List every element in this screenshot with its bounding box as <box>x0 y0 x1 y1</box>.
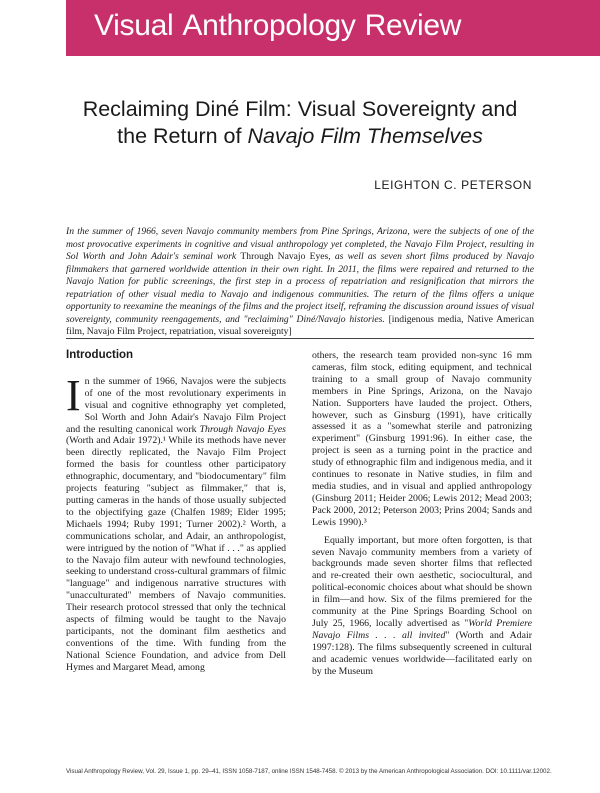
journal-title-word: Review <box>364 9 462 42</box>
body-column-left <box>66 350 286 674</box>
article-title-text: Reclaiming Diné Film: Visual Sovereignty and the Return of <box>82 97 518 148</box>
journal-title <box>94 8 470 44</box>
paragraph-text: n the summer of 1966, Navajos were the subjects of one of the most revolutionary experiments in visual and cognitive ethnography yet completed, Sol Worth and John Adair's Navajo Film Project and the resulting canonical work <box>66 375 286 435</box>
drop-cap: I <box>66 370 81 420</box>
journal-banner <box>66 0 600 56</box>
section-heading: Introduction <box>66 349 134 361</box>
article-title <box>70 96 530 150</box>
author-name: LEIGHTON C. PETERSON <box>374 178 532 192</box>
abstract-text: In the summer of 1966, seven Navajo community members from Pine Springs, Arizona, were the subjects of one of the most provocative experiments in cognitive and visual anthropology yet completed, the Navajo Film Project, resulting in Sol Worth and John Adair's seminal work <box>66 226 534 262</box>
paragraph-text: others, the research team provided non-sync 16 mm cameras, film stock, editing equipment, and technical training to a small group of Navajo community members in Pine Springs, Arizona, on the Navajo Nation. Supporters have lauded the project. Others, however, such as Ginsburg (1991), have critically assessed it as a "somewhat sterile and patronizing experiment" (Ginsburg 1991:96). In either case, the project is seen as a turning point in the practice and study of ethnographic film and indigenous media, and it continues to resonate in Native studies, in film and media studies, and in visual and applied anthropology (Ginsburg 2011; Heider 2006; Lewis 2012; Mead 2003; Pack 2000, 2012; Peterson 2003; Prins 2004; Sands and Lewis 1990).³ <box>312 350 532 528</box>
abstract <box>66 226 534 339</box>
abstract-book-title: Through Navajo Eyes, <box>240 251 331 262</box>
paragraph <box>312 535 532 678</box>
abstract-text: as well as seven short films produced by Navajo filmmakers that garnered worldwide attention in their own right. In 2011, the films were repaired and returned to the Navajo Nation for public screenings, the first step in a process of repatriation and resignification that mirrors the repatriation of other visual media to Navajo and indigenous communities. The return of the films offers a unique opportunity to reexamine the meanings of the films and the project itself, reframing the discussion around issues of visual sovereignty, community reengagements, and "reclaiming" Diné/Navajo histories. <box>66 251 534 325</box>
paragraph-text: " (Worth and Adair 1997:128). The films subsequently screened in cultural and academic venues worldwide—facilitated early on by the Museum <box>312 629 532 677</box>
article-title-italic: Navajo Film Themselves <box>247 124 483 148</box>
journal-title-word: Anthropology <box>182 9 356 42</box>
paragraph <box>66 370 286 674</box>
paragraph-text: (Worth and Adair 1972).¹ While its methods have never been directly replicated, the Navajo Film Project formed the basis for countless other participatory ethnographic, documentary, and "biodocumentary" film projects featuring "subject as filmmaker," that is, putting cameras in the hands of those usually subjected to the objectifying gaze (Chalfen 1989; Elder 1995; Michaels 1994; Ruby 1991; Turner 2002).² Worth, a communications scholar, and Adair, an anthropologist, were intrigued by the notion of "What if . . ." as applied to the Navajo film auteur with newfound technologies, seeking to understand cross-cultural grammars of filmic "language" and indigenous narrative structures with "unacculturated" members of Navajo communities. Their research protocol stressed that only the technical aspects of filming would be taught to the Navajo participants, not the dominant film aesthetics and conventions of the time. With funding from the National Science Foundation, and advice from Dell Hymes and Margaret Mead, among <box>66 435 286 673</box>
quoted-title: World Premiere Navajo Films . . . all invited <box>312 617 532 641</box>
body-column-right <box>312 350 532 677</box>
paragraph <box>312 350 532 529</box>
journal-title-word: Visual <box>94 9 174 42</box>
divider <box>66 338 534 339</box>
abstract-keywords: [indigenous media, Native American film, Navajo Film Project, repatriation, visual sovereignty] <box>66 313 534 337</box>
citation-footer: Visual Anthropology Review, Vol. 29, Issue 1, pp. 29–41, ISSN 1058-7187, online ISSN 1548-7458. © 2013 by the American Anthropological Association. DOI: 10.1111/var.12002. <box>66 768 552 775</box>
paragraph-text: Equally important, but more often forgotten, is that seven Navajo community members from a variety of backgrounds made seven shorter films that reflected and re-created their own aesthetic, sociocultural, and political-economic choices about what should be shown in film—and how. Six of the films premiered for the community at the Pine Springs Boarding School on July 25, 1966, locally advertised as " <box>312 534 532 629</box>
book-title: Through Navajo Eyes <box>199 423 286 435</box>
